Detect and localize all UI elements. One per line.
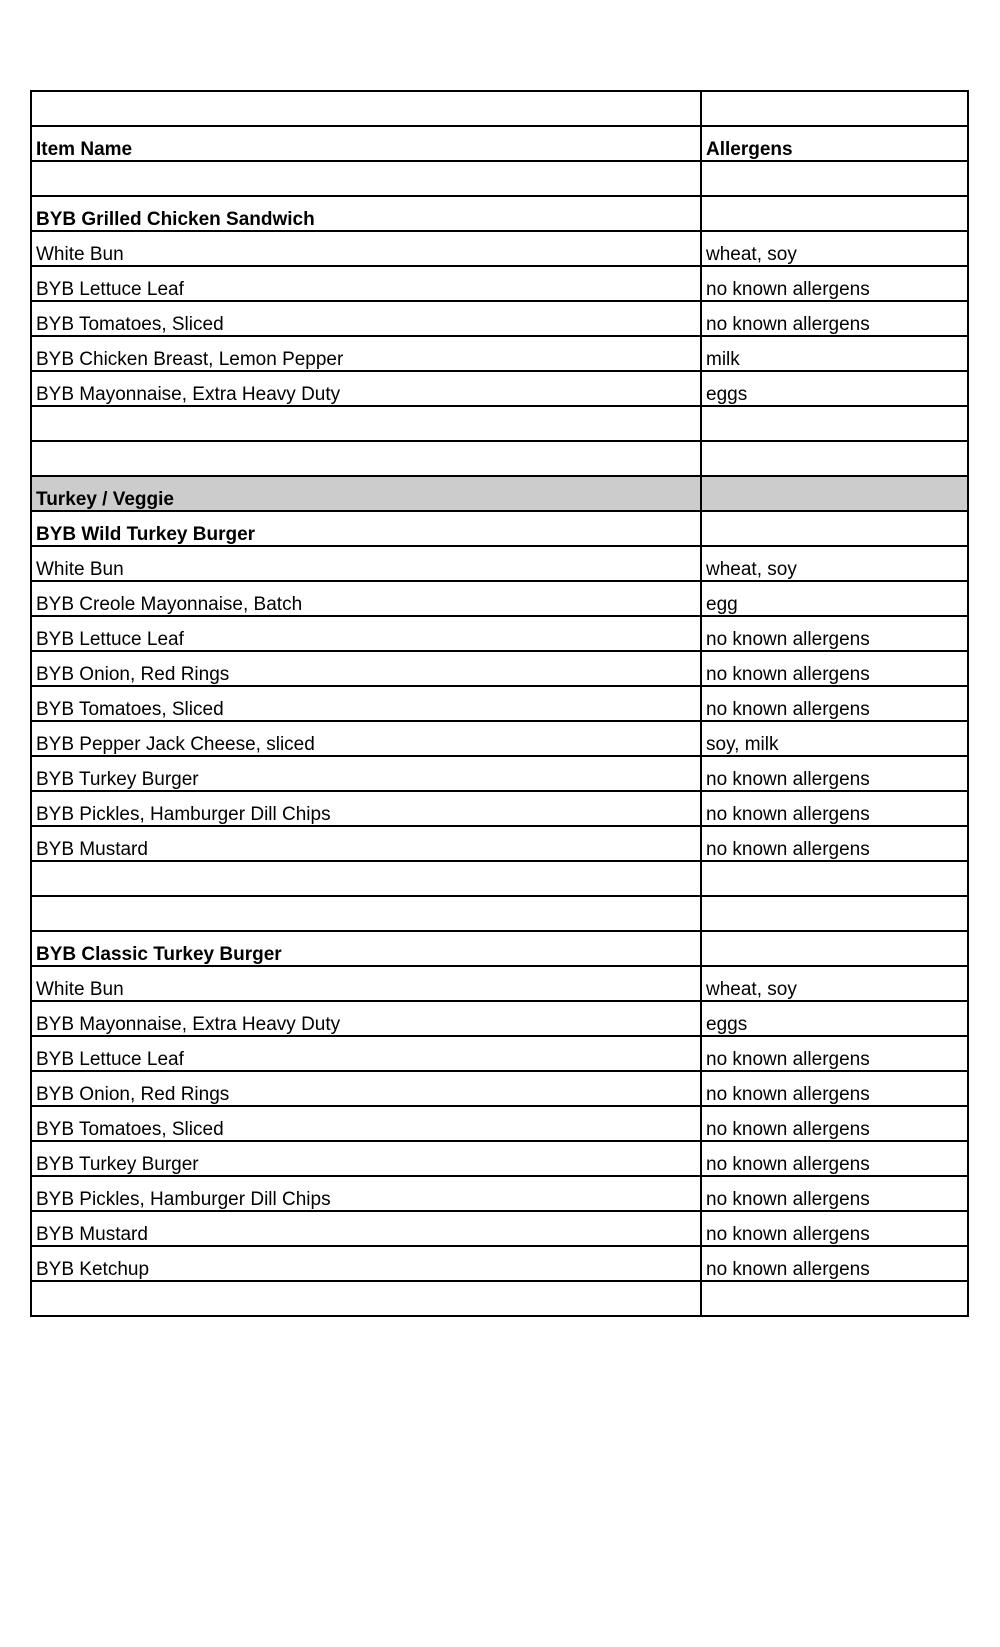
empty-cell xyxy=(31,441,701,476)
item-name-cell: BYB Pickles, Hamburger Dill Chips xyxy=(31,1176,701,1211)
ingredient-row xyxy=(31,1211,968,1246)
allergens-cell: no known allergens xyxy=(701,826,968,861)
allergens-cell: no known allergens xyxy=(701,1106,968,1141)
allergens-cell: milk xyxy=(701,336,968,371)
item-name-cell: White Bun xyxy=(31,546,701,581)
item-name-cell: BYB Creole Mayonnaise, Batch xyxy=(31,581,701,616)
allergens-cell xyxy=(701,196,968,231)
blank-row xyxy=(31,1281,968,1316)
empty-cell xyxy=(31,861,701,896)
ingredient-row xyxy=(31,581,968,616)
item-name-cell: BYB Lettuce Leaf xyxy=(31,1036,701,1071)
allergens-cell: no known allergens xyxy=(701,1071,968,1106)
column-header-allergens: Allergens xyxy=(701,126,968,161)
item-name-cell: BYB Tomatoes, Sliced xyxy=(31,301,701,336)
item-name-cell: BYB Wild Turkey Burger xyxy=(31,511,701,546)
item-name-cell: BYB Onion, Red Rings xyxy=(31,1071,701,1106)
ingredient-row xyxy=(31,721,968,756)
ingredient-row xyxy=(31,371,968,406)
item-name-cell: BYB Lettuce Leaf xyxy=(31,616,701,651)
allergens-cell: eggs xyxy=(701,371,968,406)
item-name-cell: BYB Onion, Red Rings xyxy=(31,651,701,686)
ingredient-row xyxy=(31,1036,968,1071)
item-name-cell: BYB Mayonnaise, Extra Heavy Duty xyxy=(31,371,701,406)
allergens-cell: soy, milk xyxy=(701,721,968,756)
empty-cell xyxy=(701,441,968,476)
ingredient-row xyxy=(31,1106,968,1141)
allergens-cell: no known allergens xyxy=(701,301,968,336)
empty-cell xyxy=(701,896,968,931)
allergens-cell: no known allergens xyxy=(701,1246,968,1281)
ingredient-row xyxy=(31,686,968,721)
menu-item-title-row xyxy=(31,931,968,966)
item-name-cell: BYB Chicken Breast, Lemon Pepper xyxy=(31,336,701,371)
empty-cell xyxy=(31,161,701,196)
section-heading-row xyxy=(31,476,968,511)
item-name-cell: BYB Turkey Burger xyxy=(31,756,701,791)
allergen-table xyxy=(30,90,969,1317)
allergens-cell: no known allergens xyxy=(701,266,968,301)
ingredient-row xyxy=(31,1176,968,1211)
allergens-cell: no known allergens xyxy=(701,616,968,651)
menu-item-title-row xyxy=(31,511,968,546)
blank-row xyxy=(31,91,968,126)
allergens-cell: no known allergens xyxy=(701,1141,968,1176)
item-name-cell: BYB Grilled Chicken Sandwich xyxy=(31,196,701,231)
allergens-cell: wheat, soy xyxy=(701,546,968,581)
item-name-cell: White Bun xyxy=(31,231,701,266)
ingredient-row xyxy=(31,546,968,581)
ingredient-row xyxy=(31,616,968,651)
item-name-cell: BYB Turkey Burger xyxy=(31,1141,701,1176)
allergens-cell: eggs xyxy=(701,1001,968,1036)
allergens-cell: no known allergens xyxy=(701,686,968,721)
allergens-cell xyxy=(701,511,968,546)
allergen-table-body xyxy=(31,91,968,1316)
empty-cell xyxy=(31,1281,701,1316)
ingredient-row xyxy=(31,966,968,1001)
blank-row xyxy=(31,441,968,476)
menu-item-title-row xyxy=(31,196,968,231)
empty-cell xyxy=(31,896,701,931)
ingredient-row xyxy=(31,231,968,266)
ingredient-row xyxy=(31,266,968,301)
blank-row xyxy=(31,406,968,441)
item-name-cell: Turkey / Veggie xyxy=(31,476,701,511)
item-name-cell: BYB Lettuce Leaf xyxy=(31,266,701,301)
allergens-cell: wheat, soy xyxy=(701,966,968,1001)
allergens-cell: egg xyxy=(701,581,968,616)
ingredient-row xyxy=(31,1141,968,1176)
empty-cell xyxy=(701,1281,968,1316)
blank-row xyxy=(31,861,968,896)
allergens-cell: no known allergens xyxy=(701,651,968,686)
item-name-cell: BYB Tomatoes, Sliced xyxy=(31,1106,701,1141)
item-name-cell: BYB Classic Turkey Burger xyxy=(31,931,701,966)
ingredient-row xyxy=(31,1001,968,1036)
item-name-cell: BYB Pickles, Hamburger Dill Chips xyxy=(31,791,701,826)
column-header-item-name: Item Name xyxy=(31,126,701,161)
allergens-cell xyxy=(701,476,968,511)
header-row xyxy=(31,126,968,161)
allergens-cell xyxy=(701,931,968,966)
item-name-cell: BYB Mustard xyxy=(31,826,701,861)
item-name-cell: BYB Ketchup xyxy=(31,1246,701,1281)
item-name-cell: White Bun xyxy=(31,966,701,1001)
ingredient-row xyxy=(31,756,968,791)
allergens-cell: no known allergens xyxy=(701,1036,968,1071)
allergens-cell: wheat, soy xyxy=(701,231,968,266)
ingredient-row xyxy=(31,791,968,826)
ingredient-row xyxy=(31,301,968,336)
item-name-cell: BYB Mustard xyxy=(31,1211,701,1246)
ingredient-row xyxy=(31,1071,968,1106)
empty-cell xyxy=(31,406,701,441)
item-name-cell: BYB Mayonnaise, Extra Heavy Duty xyxy=(31,1001,701,1036)
allergens-cell: no known allergens xyxy=(701,756,968,791)
allergens-cell: no known allergens xyxy=(701,1176,968,1211)
ingredient-row xyxy=(31,651,968,686)
empty-cell xyxy=(701,161,968,196)
item-name-cell: BYB Tomatoes, Sliced xyxy=(31,686,701,721)
empty-cell xyxy=(701,91,968,126)
blank-row xyxy=(31,161,968,196)
allergens-cell: no known allergens xyxy=(701,791,968,826)
ingredient-row xyxy=(31,336,968,371)
empty-cell xyxy=(701,406,968,441)
empty-cell xyxy=(31,91,701,126)
blank-row xyxy=(31,896,968,931)
item-name-cell: BYB Pepper Jack Cheese, sliced xyxy=(31,721,701,756)
empty-cell xyxy=(701,861,968,896)
ingredient-row xyxy=(31,1246,968,1281)
ingredient-row xyxy=(31,826,968,861)
allergens-cell: no known allergens xyxy=(701,1211,968,1246)
